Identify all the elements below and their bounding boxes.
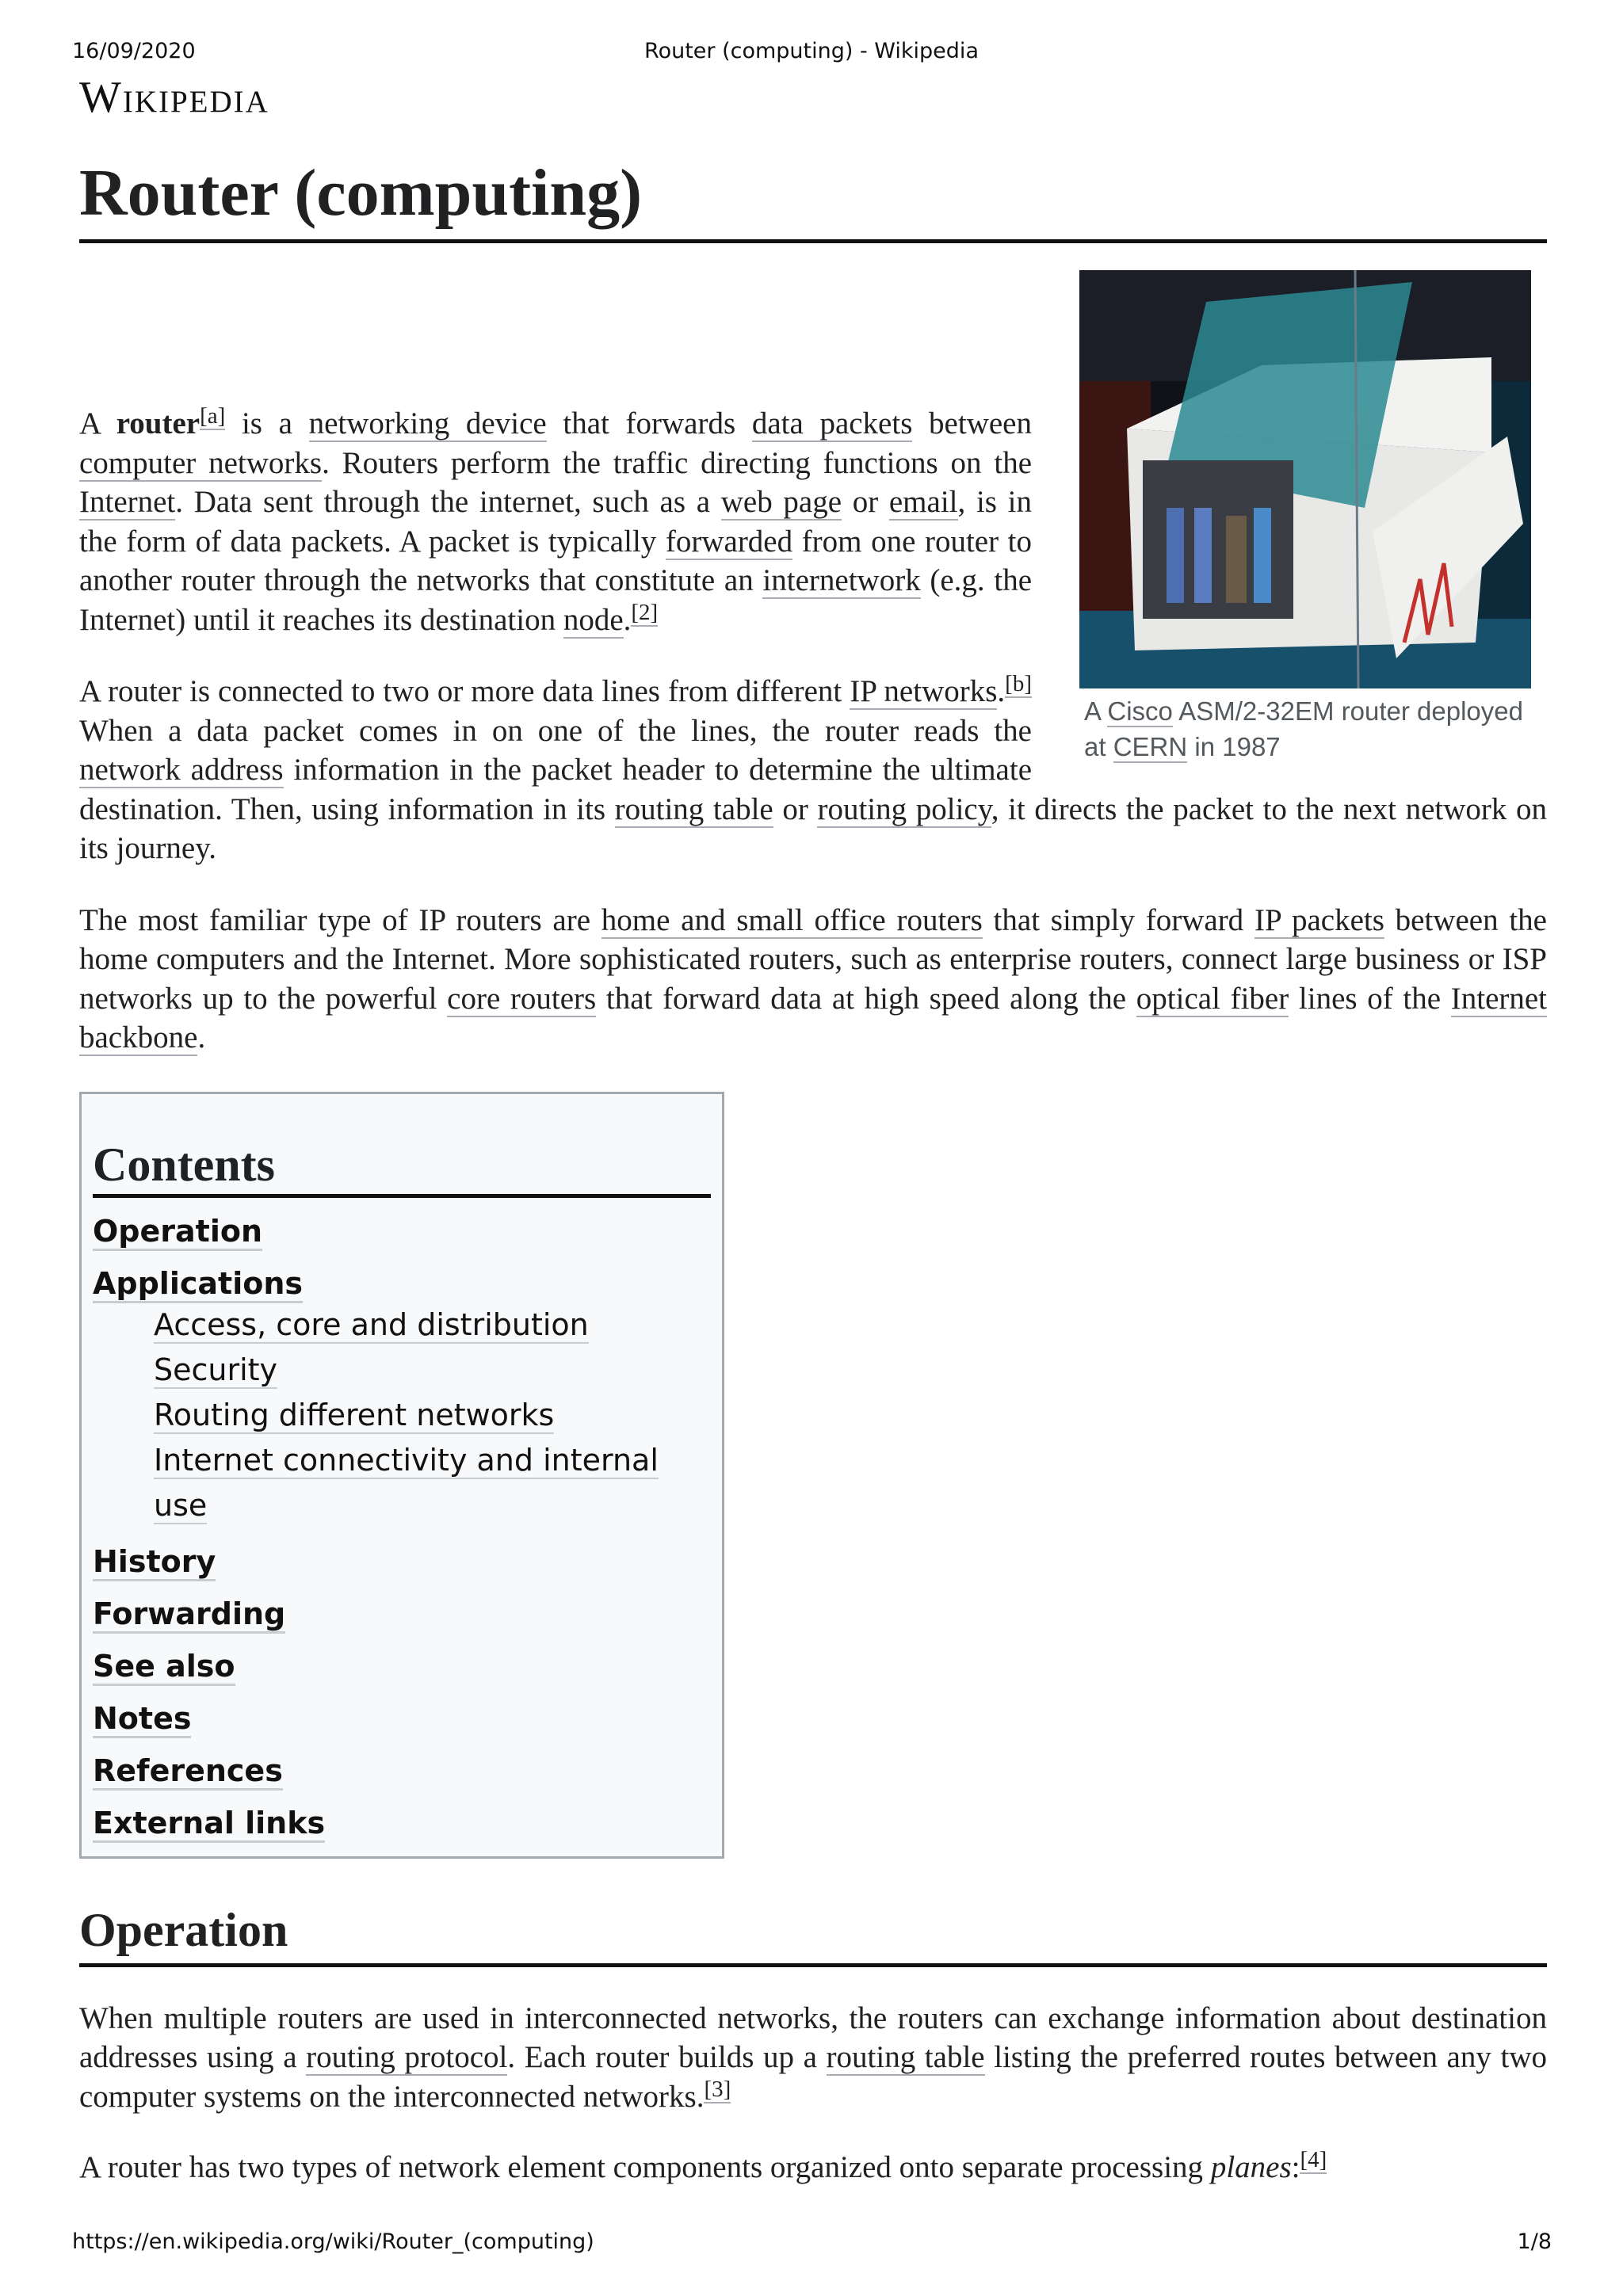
caption-text: in 1987 — [1187, 732, 1281, 761]
text: or — [773, 791, 818, 826]
networking-device-link[interactable]: networking device — [308, 406, 547, 441]
text: is a — [225, 406, 309, 441]
print-date: 16/09/2020 — [72, 39, 196, 63]
article-content — [79, 151, 1547, 2187]
text: between the home computers and the Internet. More sophisticated routers, such as enterprise routers, connect large business or ISP networks up to the powerful — [79, 902, 1547, 1016]
text: that forwards — [546, 406, 752, 441]
toc-item-external-links — [93, 1804, 711, 1842]
text: . — [997, 674, 1006, 708]
text: When a data packet comes in on one of the lines, the router reads the — [79, 713, 1032, 748]
text: information in the packet header to determine the ultimate destination. Then, using information in its — [79, 753, 1033, 826]
text: . — [623, 602, 632, 637]
toc-link-references[interactable]: References — [93, 1753, 283, 1791]
infobox-figure — [1079, 270, 1547, 765]
text: A router has two types of network element components organized onto separate processing — [79, 2150, 1211, 2184]
wikipedia-wordmark[interactable]: Wikipedia — [79, 73, 269, 122]
toc-item-references — [93, 1752, 711, 1790]
text: . Data sent through the internet, such as a — [175, 485, 721, 519]
optical-fiber-link[interactable]: optical fiber — [1136, 981, 1289, 1016]
text: : — [1291, 2150, 1300, 2184]
routing-table-link[interactable]: routing table — [614, 791, 773, 826]
ip-networks-link[interactable]: IP networks — [850, 674, 998, 708]
toc-link-routing-different[interactable]: Routing different networks — [154, 1397, 555, 1432]
routing-policy-link[interactable]: routing policy — [817, 791, 991, 826]
computer-networks-link[interactable]: computer networks — [79, 445, 323, 480]
toc-link-see-also[interactable]: See also — [93, 1649, 235, 1686]
text: (e.g. the Internet) until it reaches its destination — [79, 563, 1032, 637]
toc-subitem-routing-different — [93, 1393, 711, 1438]
ref-b[interactable] — [1005, 671, 1032, 698]
toc-subitem-security — [93, 1348, 711, 1393]
text: , it directs the packet to the next network on its journey. — [79, 791, 1548, 865]
caption-text: ASM/2-32EM router deployed at — [1084, 696, 1523, 761]
network-address-link[interactable]: network address — [79, 753, 284, 787]
emphasis-planes: planes — [1210, 2150, 1292, 2184]
caption-text: A — [1084, 696, 1108, 726]
toc-link-applications[interactable]: Applications — [93, 1266, 303, 1303]
print-footer — [0, 2229, 1623, 2258]
text: that forward data at high speed along the — [596, 981, 1136, 1016]
toc-link-security[interactable]: Security — [154, 1352, 278, 1387]
toc-subitem-internet-connectivity — [93, 1438, 711, 1528]
toc-link-history[interactable]: History — [93, 1544, 216, 1581]
table-of-contents — [79, 1092, 724, 1859]
print-url: https://en.wikipedia.org/wiki/Router_(computing) — [72, 2229, 594, 2254]
node-link[interactable]: node — [563, 602, 624, 637]
data-packets-link[interactable]: data packets — [751, 406, 913, 441]
email-link[interactable]: email — [888, 485, 958, 519]
cern-link[interactable]: CERN — [1113, 732, 1188, 761]
forwarded-link[interactable]: forwarded — [665, 524, 793, 559]
toc-item-applications — [93, 1264, 711, 1302]
toc-item-see-also — [93, 1647, 711, 1685]
text: . Routers perform the traffic directing functions on the — [322, 445, 1032, 480]
text: . — [197, 1020, 206, 1055]
text: When multiple routers are used in interconnected networks, the routers can exchange information about destination addresses using a — [79, 2000, 1547, 2074]
ref-b-link[interactable]: [b] — [1005, 671, 1032, 696]
internet-link[interactable]: Internet — [79, 485, 176, 519]
operation-paragraph-2 — [79, 2148, 1547, 2187]
ref-a[interactable] — [200, 403, 225, 430]
cisco-link[interactable]: Cisco — [1107, 696, 1173, 726]
web-page-link[interactable]: web page — [720, 485, 842, 519]
toc-item-notes — [93, 1699, 711, 1737]
print-page-number: 1/8 — [1517, 2229, 1552, 2254]
ref-2-link[interactable]: [2] — [631, 599, 659, 625]
ref-a-link[interactable]: [a] — [200, 403, 226, 429]
toc-link-access[interactable]: Access, core and distribution — [154, 1306, 589, 1342]
bold-term-router: router — [116, 406, 200, 441]
text: listing the preferred routes between any two computer systems on the interconnected networks. — [79, 2040, 1547, 2114]
text: that simply forward — [982, 902, 1254, 937]
text: A router is connected to two or more data lines from different — [79, 674, 850, 708]
text: The most familiar type of IP routers are — [79, 902, 601, 937]
toc-link-notes[interactable]: Notes — [93, 1701, 191, 1738]
toc-item-operation — [93, 1212, 711, 1250]
page-title: Router (computing) — [79, 151, 1547, 243]
home-small-office-routers-link[interactable]: home and small office routers — [601, 902, 983, 937]
router-photo[interactable] — [1079, 270, 1531, 688]
internetwork-link[interactable]: internetwork — [762, 563, 921, 597]
toc-title: Contents — [93, 1137, 711, 1198]
text: between — [912, 406, 1032, 441]
internet-backbone-link[interactable]: Internet backbone — [79, 981, 1548, 1055]
toc-link-forwarding[interactable]: Forwarding — [93, 1596, 285, 1634]
text: . Each router builds up a — [507, 2040, 827, 2074]
text: A — [79, 406, 116, 441]
text: or — [842, 485, 889, 519]
routing-table-link-2[interactable]: routing table — [826, 2040, 985, 2074]
toc-link-external-links[interactable]: External links — [93, 1806, 325, 1843]
ref-3-link[interactable]: [3] — [704, 2076, 731, 2102]
ip-packets-link[interactable]: IP packets — [1254, 902, 1384, 937]
ref-4-link[interactable]: [4] — [1300, 2147, 1327, 2172]
toc-item-forwarding — [93, 1595, 711, 1633]
print-header — [0, 39, 1623, 67]
section-heading-operation: Operation — [79, 1898, 1547, 1967]
routing-protocol-link[interactable]: routing protocol — [306, 2040, 508, 2074]
toc-subitem-access — [93, 1302, 711, 1348]
figure-caption — [1079, 688, 1547, 765]
ref-2[interactable] — [631, 600, 658, 627]
toc-link-operation[interactable]: Operation — [93, 1214, 262, 1251]
ref-3[interactable] — [704, 2077, 731, 2103]
toc-link-internet-connectivity[interactable]: Internet connectivity and internal use — [154, 1442, 659, 1523]
text: , is in the form of data packets. A packet is typically — [79, 485, 1032, 559]
core-routers-link[interactable]: core routers — [447, 981, 597, 1016]
toc-item-history — [93, 1543, 711, 1581]
text: lines of the — [1289, 981, 1451, 1016]
intro-paragraph-3 — [79, 901, 1547, 1058]
operation-paragraph-1 — [79, 1999, 1547, 2117]
text: from one router to another router through the networks that constitute an — [79, 524, 1032, 597]
print-page-title: Router (computing) - Wikipedia — [644, 39, 979, 63]
ref-4[interactable] — [1300, 2147, 1327, 2174]
